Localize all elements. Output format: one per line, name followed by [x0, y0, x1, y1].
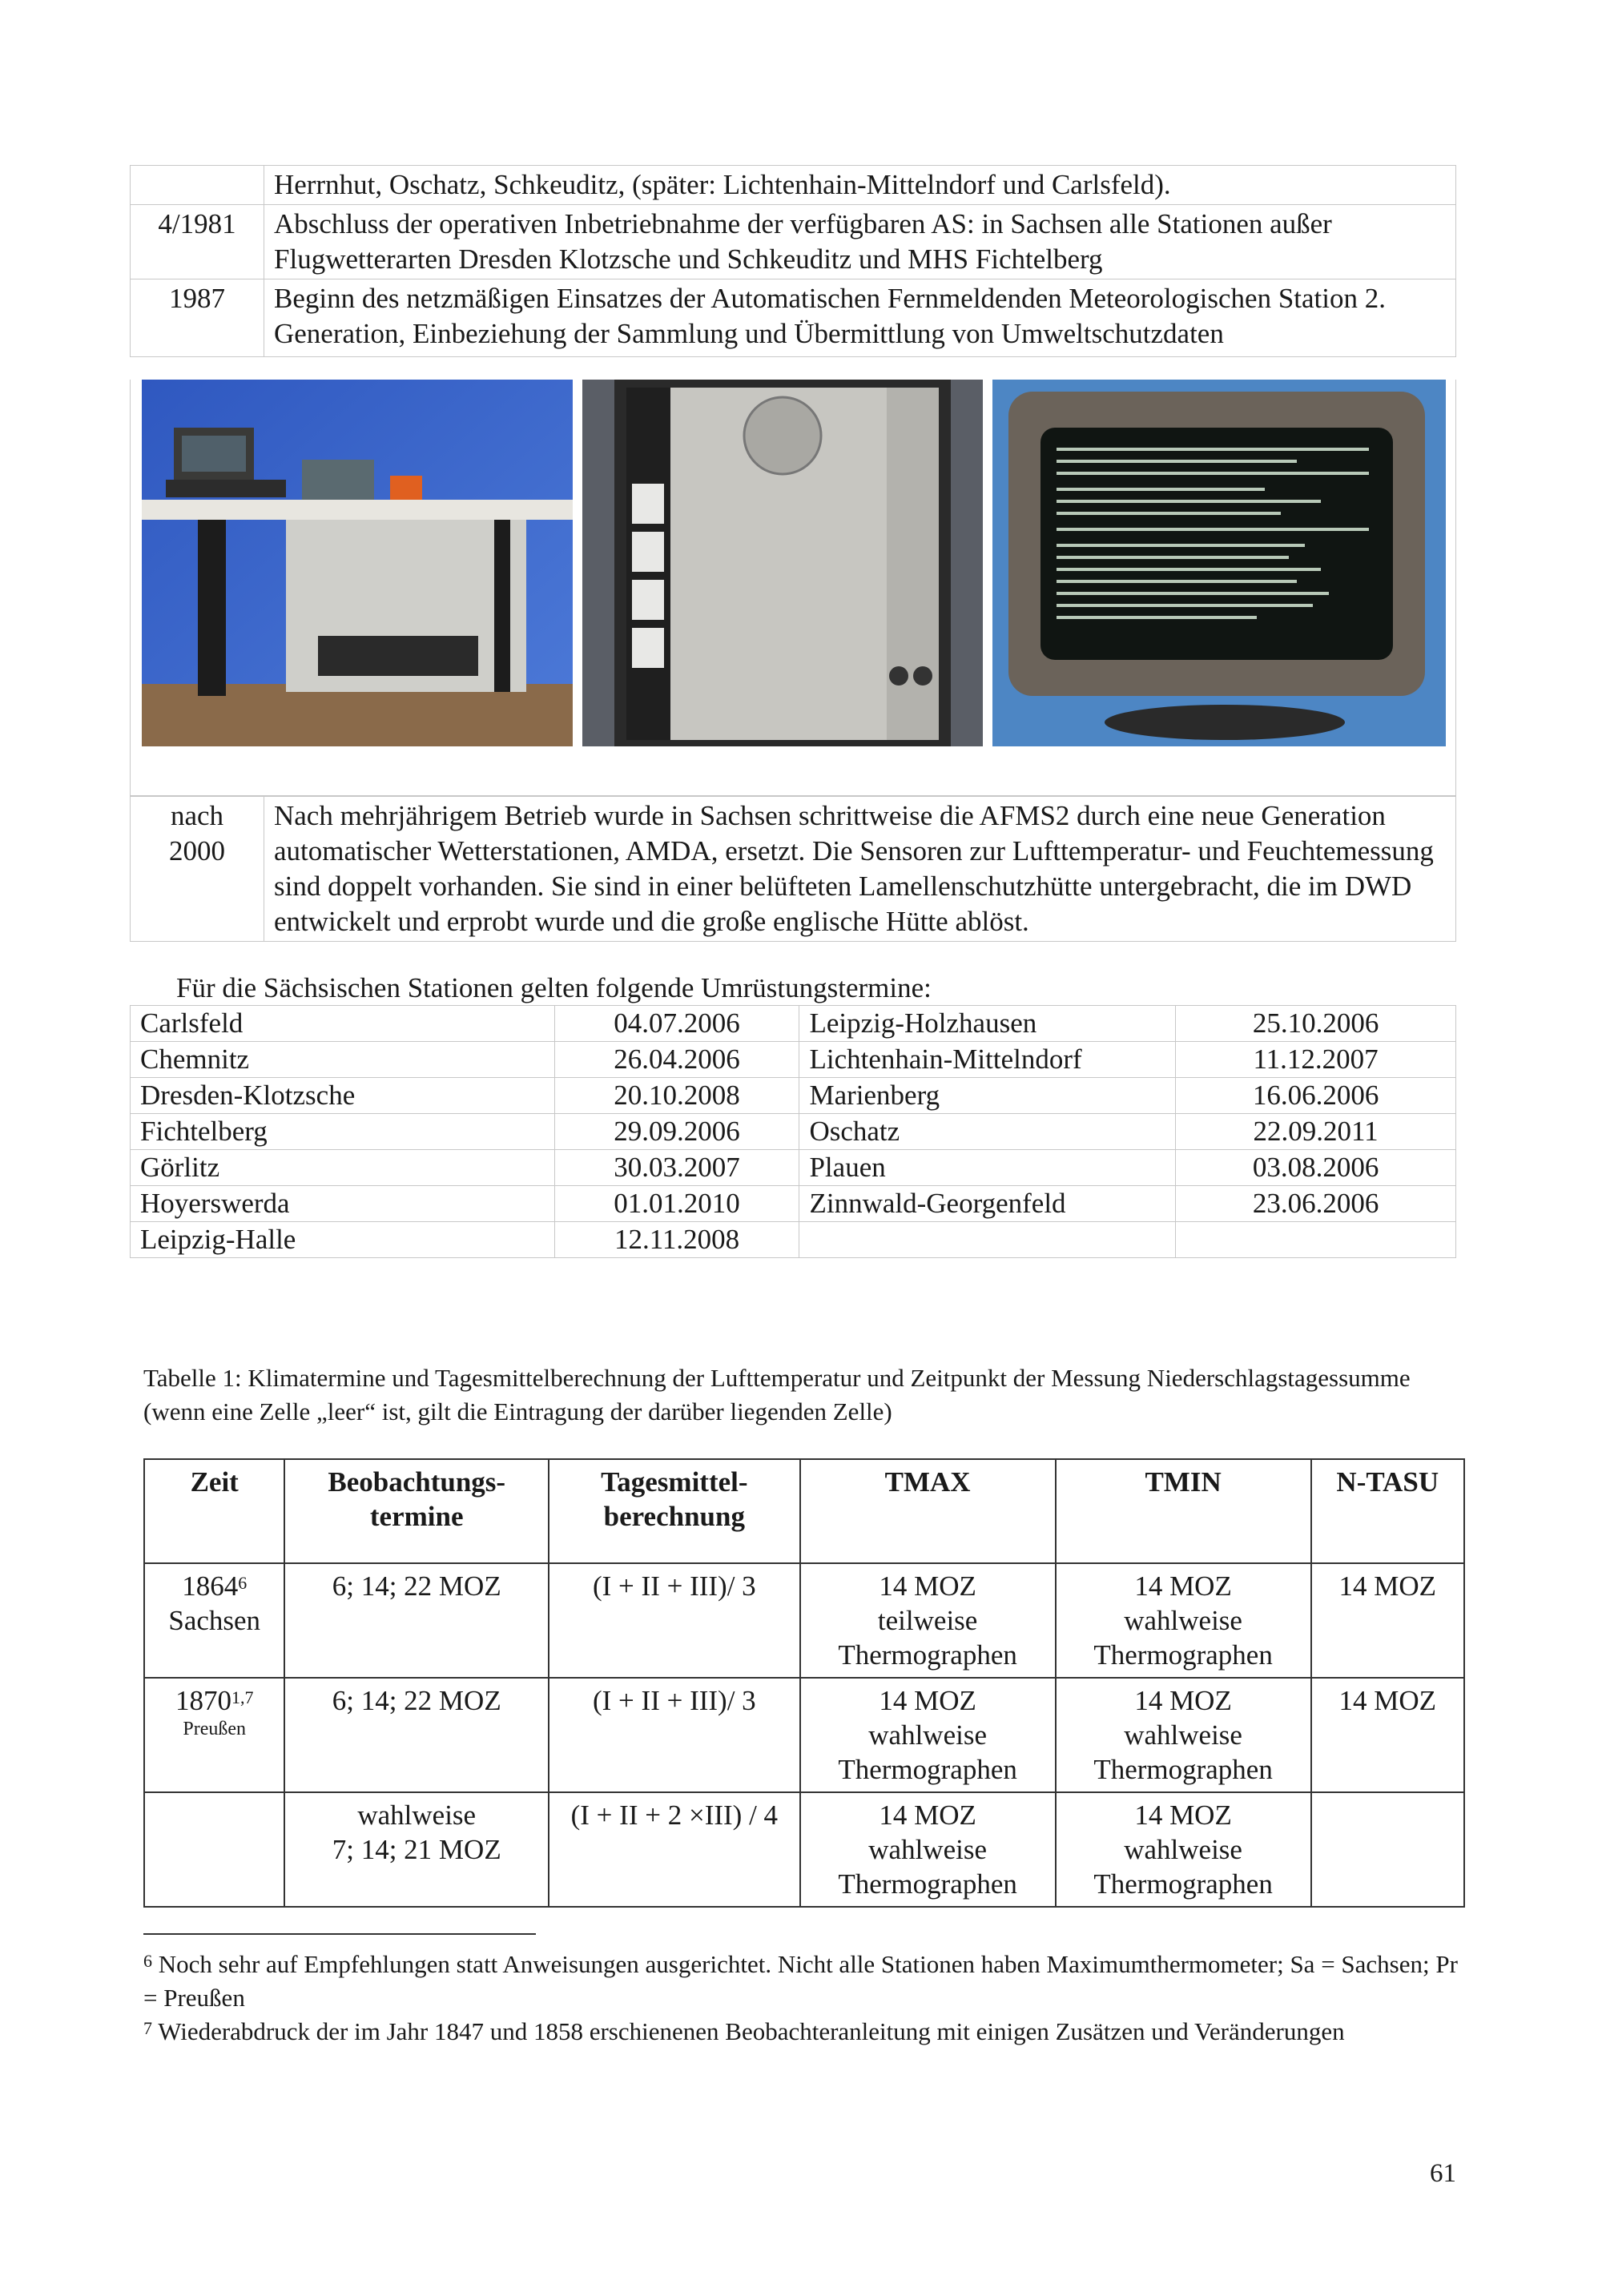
table-row: [144, 1792, 1464, 1907]
zeit-cell: 1870$^{1,7}$ Preußen: [144, 1678, 284, 1792]
tmax-cell: 14 MOZ wahlweise Thermographen: [800, 1792, 1056, 1907]
station-name: [799, 1222, 1176, 1258]
conversion-date: 29.09.2006: [554, 1114, 799, 1150]
photo-monitor: [992, 380, 1446, 746]
header-tmin: TMIN: [1056, 1459, 1311, 1563]
chronology-table-continued: [130, 796, 1456, 942]
station-name: Görlitz: [131, 1150, 555, 1186]
footnote: $^7$ Wiederabdruck der im Jahr 1847 und 1858 erschienenen Beobachteranleitung mit einigen Zusätzen und Veränderungen: [143, 2017, 1345, 2045]
conversion-date: 03.08.2006: [1176, 1150, 1456, 1186]
header-tmax: TMAX: [800, 1459, 1056, 1563]
station-name: Marienberg: [799, 1078, 1176, 1114]
table-header-row: [144, 1459, 1464, 1563]
event-cell: Abschluss der operativen Inbetriebnahme der verfügbaren AS: in Sachsen alle Stationen außer Flugwetterarten Dresden Klotzsche und Schkeuditz und MHS Fichtelberg: [264, 205, 1456, 279]
beobachtungstermine-cell: 6; 14; 22 MOZ: [284, 1678, 549, 1792]
photo-strip: [130, 380, 1456, 796]
stations-intro: Für die Sächsischen Stationen gelten folgende Umrüstungstermine:: [176, 972, 932, 1003]
table-row: [144, 1678, 1464, 1792]
table-row: [131, 279, 1456, 357]
climate-table: [143, 1458, 1465, 1908]
table-row: [131, 1078, 1456, 1114]
header-ntasu: N-TASU: [1311, 1459, 1464, 1563]
zeit-cell: [144, 1792, 284, 1907]
tmax-cell: 14 MOZ wahlweise Thermographen: [800, 1678, 1056, 1792]
tmax-cell: 14 MOZ teilweise Thermographen: [800, 1563, 1056, 1678]
tmin-cell: 14 MOZ wahlweise Thermographen: [1056, 1678, 1311, 1792]
station-name: Chemnitz: [131, 1042, 555, 1078]
table-row: [131, 1006, 1456, 1042]
year-cell: 4/1981: [131, 205, 264, 279]
year-cell: nach 2000: [131, 797, 264, 942]
event-cell: Nach mehrjährigem Betrieb wurde in Sachsen schrittweise die AFMS2 durch eine neue Generation automatischer Wetterstationen, AMDA, ersetzt. Die Sensoren zur Lufttemperatur- und Feuchtemessung sind doppelt vorhanden. Sie sind in einer belüfteten Lamellenschutzhütte untergebracht, die im DWD entwickelt und erprobt wurde und die große englische Hütte ablöst.: [264, 797, 1456, 942]
station-name: Lichtenhain-Mittelndorf: [799, 1042, 1176, 1078]
photo-workstation: [142, 380, 573, 746]
stations-table: [130, 1005, 1456, 1258]
header-zeit: Zeit: [144, 1459, 284, 1563]
tagesmittel-cell: (I + II + 2 ×III) / 4: [549, 1792, 800, 1907]
conversion-date: 22.09.2011: [1176, 1114, 1456, 1150]
station-name: Leipzig-Holzhausen: [799, 1006, 1176, 1042]
conversion-date: [1176, 1222, 1456, 1258]
table-row: [131, 1222, 1456, 1258]
table-row: [131, 1042, 1456, 1078]
tmin-cell: 14 MOZ wahlweise Thermographen: [1056, 1563, 1311, 1678]
event-cell: Herrnhut, Oschatz, Schkeuditz, (später: Lichtenhain-Mittelndorf und Carlsfeld).: [264, 166, 1456, 205]
ntasu-cell: 14 MOZ: [1311, 1678, 1464, 1792]
header-tagesmittelberechnung: Tagesmittel- berechnung: [549, 1459, 800, 1563]
conversion-date: 20.10.2008: [554, 1078, 799, 1114]
conversion-date: 23.06.2006: [1176, 1186, 1456, 1222]
table-row: [131, 1150, 1456, 1186]
table-row: [144, 1563, 1464, 1678]
footnote: $^6$ Noch sehr auf Empfehlungen statt Anweisungen ausgerichtet. Nicht alle Stationen haben Maximumthermometer; Sa = Sachsen; Pr = Preußen: [143, 1950, 1458, 2012]
table-caption: Tabelle 1: Klimatermine und Tagesmittelberechnung der Lufttemperatur und Zeitpunkt der Messung Niederschlagstagessumme (wenn eine Zelle „leer“ ist, gilt die Eintragung der darüber liegenden Zelle): [143, 1364, 1411, 1425]
table-row: [131, 1114, 1456, 1150]
station-name: Hoyerswerda: [131, 1186, 555, 1222]
footnote-divider: [143, 1933, 536, 1935]
station-name: Zinnwald-Georgenfeld: [799, 1186, 1176, 1222]
table-row: [131, 205, 1456, 279]
station-name: Carlsfeld: [131, 1006, 555, 1042]
ntasu-cell: 14 MOZ: [1311, 1563, 1464, 1678]
page-number: 61: [1430, 2159, 1456, 2188]
zeit-cell: 1864$^6$ Sachsen: [144, 1563, 284, 1678]
table-row: [131, 166, 1456, 205]
tmin-cell: 14 MOZ wahlweise Thermographen: [1056, 1792, 1311, 1907]
beobachtungstermine-cell: wahlweise 7; 14; 21 MOZ: [284, 1792, 549, 1907]
table-row: [131, 1186, 1456, 1222]
chronology-table: [130, 165, 1456, 357]
conversion-date: 30.03.2007: [554, 1150, 799, 1186]
ntasu-cell: [1311, 1792, 1464, 1907]
station-name: Plauen: [799, 1150, 1176, 1186]
conversion-date: 12.11.2008: [554, 1222, 799, 1258]
beobachtungstermine-cell: 6; 14; 22 MOZ: [284, 1563, 549, 1678]
conversion-date: 01.01.2010: [554, 1186, 799, 1222]
table-row: [131, 797, 1456, 942]
event-cell: Beginn des netzmäßigen Einsatzes der Automatischen Fernmeldenden Meteorologischen Station 2. Generation, Einbeziehung der Sammlung und Übermittlung von Umweltschutzdaten: [264, 279, 1456, 357]
conversion-date: 16.06.2006: [1176, 1078, 1456, 1114]
conversion-date: 26.04.2006: [554, 1042, 799, 1078]
station-name: Dresden-Klotzsche: [131, 1078, 555, 1114]
conversion-date: 25.10.2006: [1176, 1006, 1456, 1042]
photo-station-cabinet: [582, 380, 983, 746]
footnotes: [143, 1948, 1465, 2049]
station-name: Leipzig-Halle: [131, 1222, 555, 1258]
tagesmittel-cell: (I + II + III)/ 3: [549, 1678, 800, 1792]
station-name: Oschatz: [799, 1114, 1176, 1150]
station-name: Fichtelberg: [131, 1114, 555, 1150]
year-cell: [131, 166, 264, 205]
conversion-date: 11.12.2007: [1176, 1042, 1456, 1078]
conversion-date: 04.07.2006: [554, 1006, 799, 1042]
year-cell: 1987: [131, 279, 264, 357]
tagesmittel-cell: (I + II + III)/ 3: [549, 1563, 800, 1678]
header-beobachtungstermine: Beobachtungs- termine: [284, 1459, 549, 1563]
